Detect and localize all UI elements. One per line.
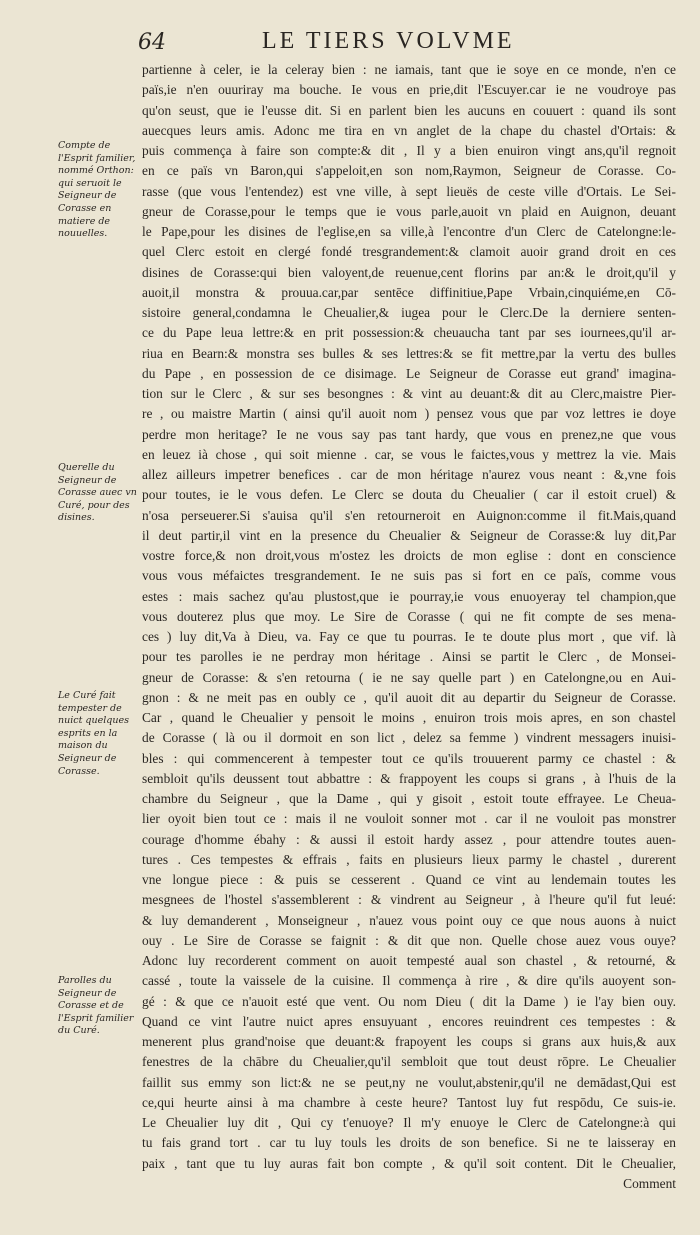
text-line: gé : & que ce n'auoit esté que vent. Ou nom Dieu ( dit la Dame ) ie l'ay bien ouy.	[142, 993, 676, 1009]
text-line: disines de Corasse:qui bien valoyent,de reuenue,cent florins par an:& le droit,qu'il y	[142, 264, 676, 280]
text-line: de Corasse ( là ou il dormoit en son lict , delez sa femme ) vindrent messagers inuisi-	[142, 730, 676, 746]
text-line: tu fais grand tort . car tu luy touls les droits de son benefice. Si ne te laisseray en	[142, 1135, 676, 1151]
text-line: chambre du Seigneur , que la Dame , qui y gisoit , estoit toute effrayee. Le Cheua-	[142, 791, 676, 806]
text-line: courage d'homme ébahy : & aussi il estoit hardy assez , pour attendre toutes auen-	[142, 831, 676, 847]
text-line: il deut partir,il vint en la presence du Cheualier & Seigneur de Corasse:& luy dit,Par	[142, 527, 676, 543]
margin-note-cure-tempeste: Le Curé fait tempester de nuict quelques esprits en la maison du Seigneur de Corasse.	[58, 690, 129, 777]
text-line: qu'on seust, que ie l'eusse dit. Si en parlent bien les aucuns en couuert : quand ils sont	[142, 102, 676, 118]
text-line: Comment	[623, 1175, 676, 1191]
text-line: quel Clerc estoit en clergé fondé tresgrandement:& clamoit auoir grand droit en ces	[142, 244, 676, 260]
text-line: perdre mon heritage? Ie ne vous say pas tant hardy, que vous en prenez,ne que vous	[142, 426, 676, 442]
text-line: tures . Ces tempestes & effrais , faits en plusieurs lieux parmy le chastel , durerent	[142, 851, 676, 867]
text-line: puis commença à faire son compte:& dit , Il y a bien enuiron vingt ans,qu'il regnoit	[142, 143, 676, 158]
margin-note-querelle: Querelle du Seigneur de Corasse auec vn Curé, pour des disines.	[58, 462, 137, 524]
text-line: pour tes parolles ie ne perdray mon héritage . Ainsi se partit le Clerc , de Monsei-	[142, 649, 676, 665]
text-line: païs,ie n'en ouuriray ma bouche. Ie vous en prie,dit l'Escuyer.car ie ne voudroye pas	[142, 82, 676, 98]
text-line: gneur de Corasse,pour le temps que ie vous parle,auoit vn plaid en Auignon, deuant	[142, 203, 676, 219]
text-line: en ce païs vn Baron,qui s'appeloit,en son nom,Raymon, Seigneur de Corasse. Co-	[142, 163, 676, 179]
text-line: sembloit qu'ils deussent tout abbattre : & frappoyent les coups si grans , à l'huis de la	[142, 770, 676, 786]
text-line: vous vous méfaictes tresgrandement. Ie ne suis pas si fort en ce païs, comme vous	[142, 568, 676, 584]
text-line: sistoire general,condamna le Cheualier,& iugea pour le Clerc.De la derniere senten-	[142, 305, 676, 320]
text-line: du Pape , en possession de ce disimage. Le Seigneur de Corasse eut grand' imagina-	[142, 365, 676, 381]
text-line: vous douterez plus que moy. Le Sire de Corasse ( qui ne fit compte de ses mena-	[142, 608, 676, 624]
margin-note-parolles: Parolles du Seigneur de Corasse et de l'Esprit familier du Curé.	[58, 975, 134, 1037]
text-line: faillit sus emmy son lict:& ne se peut,ny ne voulut,abstenir,qu'il ne demādast,Qui est	[142, 1074, 676, 1090]
text-line: auoit,il monstra & prouua.car,par sentēce diffinitiue,Pape Vrbain,cinquiéme,en Cō-	[142, 284, 676, 300]
text-line: n'osa perseuerer.Si s'auisa qu'il s'en retourneroit en Auignon:comme il fit.Mais,quand	[142, 507, 676, 523]
text-line: ces ) luy dit,Va à Dieu, va. Fay ce que tu pourras. Ie te doute plus mort , que vif. là	[142, 629, 676, 644]
text-line: partienne à celer, ie la celeray bien : ne iamais, tant que ie soye en ce monde, n'en ce	[142, 62, 676, 77]
text-line: ce du Pape leua lettre:& en prit possession:& cheuaucha tant par ses iournees,qu'il ar-	[142, 325, 676, 341]
body-text	[142, 60, 676, 1194]
text-line: auecques leurs amis. Adonc me tira en vn anglet de la chape du chastel d'Ortais: &	[142, 122, 676, 138]
text-line: lier oyoit bien tout ce : mais il ne vouloit sonner mot . car il ne vouloit pas monstrer	[142, 811, 676, 827]
text-line: pour toutes, ie le vous defen. Le Clerc se douta du Cheualier ( car il estoit cruel) &	[142, 487, 676, 503]
running-head: LE TIERS VOLVME	[262, 28, 515, 54]
text-line: fenestres de la chābre du Cheualier,qu'il sembloit que tout deust rōpre. Le Cheualier	[142, 1054, 676, 1070]
text-line: bles : qui commencerent à tempester tout ce qu'ils trouuerent parmy ce chastel : &	[142, 750, 676, 766]
text-line: Quand ce vint l'autre nuict apres ensuyuant , encores reuindrent ces tempestes : &	[142, 1013, 676, 1029]
page-number: 64	[138, 30, 166, 55]
text-line: Car , quand le Cheualier y pensoit le moins , enuiron trois mois apres, en son chastel	[142, 710, 676, 725]
text-line: re , ou maistre Martin ( ainsi qu'il auoit nom ) pensez vous que par voz lettres ie doye	[142, 406, 676, 422]
text-line: rasse (que vous l'entendez) est vne ville, à sept lieuës de ceste ville d'Ortais. Le Sei-	[142, 183, 676, 199]
text-line: estes : mais sachez qu'au plustost,que ie pourray,ie vous enuoyeray tel champion,que	[142, 588, 676, 604]
text-line: le Pape,pour les disines de l'eglise,en sa ville,à l'encontre d'un Clerc de Catelongne:le-	[142, 224, 676, 239]
text-line: Le Cheualier luy dit , Qui cy t'enuoye? Il m'y enuoye le Clerc de Catelongne:à qui	[142, 1115, 676, 1130]
text-line: tion sur le Clerc , & sur ses besongnes : & vint au deuant:& dit au Clerc,maistre Pier-	[142, 386, 676, 401]
text-line: vne longue piece : & puis se cesserent . Quand ce vint au lendemain toutes les	[142, 872, 676, 887]
text-line: cassé , toute la vaissele de la cuisine. Il commença à rire , & dire qu'ils auoyent son-	[142, 973, 676, 989]
text-line: Adonc luy recorderent comment on auoit tempesté aual son chastel , & retourné, &	[142, 953, 676, 968]
text-line: menerent plus grand'noise que deuant:& frapoyent les coups si grans aux huis,& aux	[142, 1034, 676, 1049]
text-line: & luy demanderent , Monseigneur , n'auez vous point ouy ce que nous auons à nuict	[142, 912, 676, 928]
text-line: mesgnees de l'hostel s'assemblerent : & vindrent au Seigneur , à l'heure qu'il fut leué:	[142, 892, 676, 908]
margin-note-orthon: Compte de l'Esprit familier, nommé Orthon: qui seruoit le Seigneur de Corasse en matiere de nouuelles.	[58, 140, 136, 240]
text-line: gnon : & ne meit pas en oubly ce , qu'il auoit dit au departir du Seigneur de Corasse.	[142, 689, 676, 705]
text-line: vostre force,& non droit,vous m'ostez les droicts de mon eglise : dont en conscience	[142, 548, 676, 563]
text-line: riua en Bearn:& monstra ses bulles & ses lettres:& se fit mettre,par la vertu des bulles	[142, 345, 676, 361]
text-line: paix , tant que tu luy auras fait bon compte , & qu'il soit content. Dit le Cheualier,	[142, 1155, 676, 1171]
text-line: en leuez ià chose , qui soit mienne . car, se vous le faictes,vous y mettrez la vie. Mais	[142, 446, 676, 462]
text-line: ouy . Le Sire de Corasse se faignit : & dit que non. Quelle chose auez vous ouye?	[142, 932, 676, 948]
text-line: ce,qui heurte ainsi à ma chambre à ceste heure? Tantost luy fut respōdu, Ce suis-ie.	[142, 1094, 676, 1110]
text-line: gneur de Corasse: & s'en retourna ( ie ne say quelle part ) en Catelongne,ou en Aui-	[142, 669, 676, 685]
text-line: allez ailleurs impetrer benefices . car de mon héritage n'aurez vous neant : &,vne fois	[142, 467, 676, 482]
